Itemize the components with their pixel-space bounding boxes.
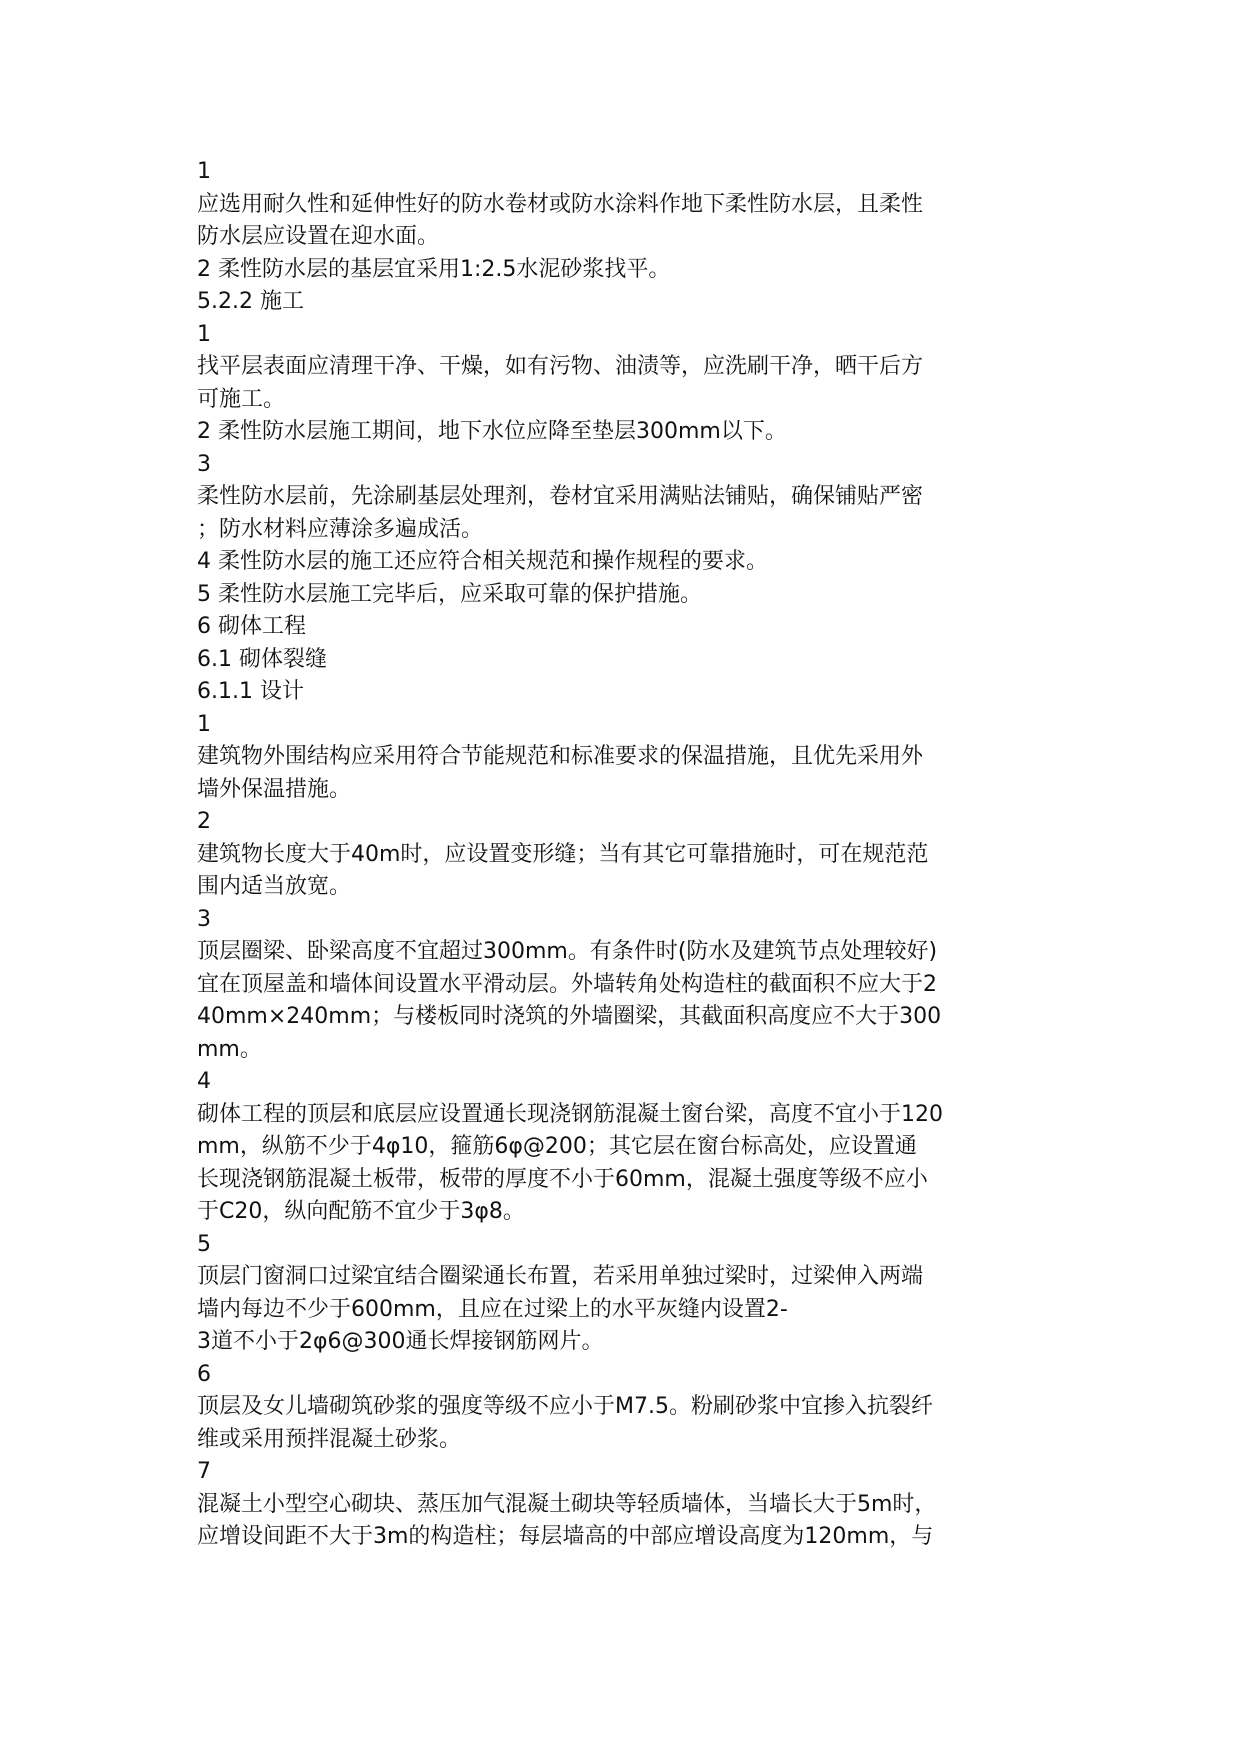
text-line: 顶层圈梁、卧梁高度不宜超过300mm。有条件时(防水及建筑节点处理较好) <box>197 939 938 964</box>
text-line: 柔性防水层前，先涂刷基层处理剂，卷材宜采用满贴法铺贴，确保铺贴严密 <box>197 484 924 509</box>
section-heading: 5.2.2 施工 <box>197 289 304 314</box>
text-line: 7 <box>197 1459 211 1484</box>
text-line: 宜在顶屋盖和墙体间设置水平滑动层。外墙转角处构造柱的截面积不应大于2 <box>197 971 937 997</box>
section-heading: 6 砌体工程 <box>197 614 306 639</box>
section-heading: 6.1 砌体裂缝 <box>197 646 327 672</box>
text-line: 墙外保温措施。 <box>197 776 352 802</box>
text-line: 1 <box>197 159 211 184</box>
text-line: 40mm×240mm；与楼板同时浇筑的外墙圈梁，其截面积高度应不大于300 <box>197 1004 942 1029</box>
text-line: 砌体工程的顶层和底层应设置通长现浇钢筋混凝土窗台梁，高度不宜小于120 <box>197 1101 943 1127</box>
text-line: 4 <box>197 1069 211 1094</box>
text-line: 4 柔性防水层的施工还应符合相关规范和操作规程的要求。 <box>197 549 768 574</box>
text-line: 建筑物长度大于40m时，应设置变形缝；当有其它可靠措施时，可在规范范 <box>197 841 929 867</box>
section-heading: 6.1.1 设计 <box>197 679 304 704</box>
text-line: 找平层表面应清理干净、干燥，如有污物、油渍等，应洗刷干净，晒干后方 <box>197 354 924 379</box>
text-line: 5 <box>197 1231 211 1257</box>
text-line: 可施工。 <box>197 386 286 412</box>
text-line: 6 <box>197 1361 211 1387</box>
text-line: 2 柔性防水层施工期间，地下水位应降至垫层300mm以下。 <box>197 419 787 444</box>
text-line: mm。 <box>197 1036 262 1062</box>
text-line: ；防水材料应薄涂多遍成活。 <box>197 516 484 542</box>
text-line: 防水层应设置在迎水面。 <box>197 224 440 249</box>
text-line: 建筑物外围结构应采用符合节能规范和标准要求的保温措施，且优先采用外 <box>197 744 924 769</box>
text-line: 围内适当放宽。 <box>197 874 352 899</box>
text-line: 墙内每边不少于600mm，且应在过梁上的水平灰缝内设置2- <box>197 1296 788 1322</box>
text-line: 1 <box>197 321 211 347</box>
text-line: 2 柔性防水层的基层宜采用1:2.5水泥砂浆找平。 <box>197 256 671 282</box>
text-line: 3道不小于2φ6@300通长焊接钢筋网片。 <box>197 1329 604 1354</box>
text-line: 于C20，纵向配筋不宜少于3φ8。 <box>197 1199 525 1224</box>
text-line: 1 <box>197 711 211 737</box>
text-line: 应增设间距不大于3m的构造柱；每层墙高的中部应增设高度为120mm，与 <box>197 1524 934 1549</box>
text-line: mm，纵筋不少于4φ10，箍筋6φ@200；其它层在窗台标高处，应设置通 <box>197 1134 917 1159</box>
text-line: 维或采用预拌混凝土砂浆。 <box>197 1426 462 1452</box>
text-line: 3 <box>197 906 211 932</box>
text-line: 顶层门窗洞口过梁宜结合圈梁通长布置，若采用单独过梁时，过梁伸入两端 <box>197 1264 924 1289</box>
document-page <box>197 156 1057 1554</box>
text-line: 混凝土小型空心砌块、蒸压加气混凝土砌块等轻质墙体，当墙长大于5m时， <box>197 1491 937 1517</box>
text-line: 3 <box>197 451 211 477</box>
text-line: 应选用耐久性和延伸性好的防水卷材或防水涂料作地下柔性防水层，且柔性 <box>197 191 924 217</box>
text-line: 2 <box>197 809 211 834</box>
text-line: 顶层及女儿墙砌筑砂浆的强度等级不应小于M7.5。粉刷砂浆中宜掺入抗裂纤 <box>197 1394 933 1419</box>
text-line: 长现浇钢筋混凝土板带，板带的厚度不小于60mm，混凝土强度等级不应小 <box>197 1166 928 1192</box>
text-line: 5 柔性防水层施工完毕后，应采取可靠的保护措施。 <box>197 581 702 607</box>
